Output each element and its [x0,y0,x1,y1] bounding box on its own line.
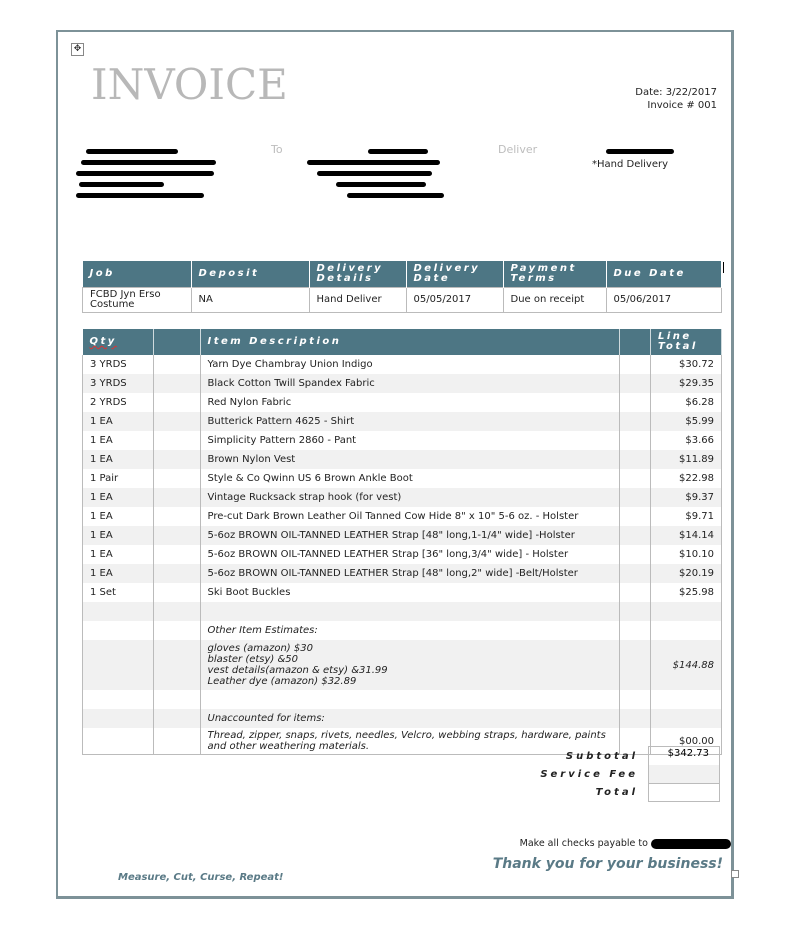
table-row [83,412,722,431]
header-qty: Qty [83,329,154,355]
service-fee-label: Service Fee [540,768,638,780]
deliver-to [606,143,686,159]
header-payment-terms: Payment Terms [503,261,606,288]
table-resize-handle-icon[interactable] [731,870,739,878]
deposit-cell[interactable]: NA [191,288,309,313]
subtotal-row [498,747,720,765]
header-deposit: Deposit [191,261,309,288]
header-blank [153,329,200,355]
table-row [83,488,722,507]
total-value[interactable] [648,783,720,802]
total-cell[interactable]: $29.35 [651,374,722,393]
payment-terms-cell[interactable]: Due on receipt [503,288,606,313]
total-cell[interactable]: $9.37 [651,488,722,507]
total-cell[interactable]: $20.19 [651,564,722,583]
job-row [83,288,722,313]
total-cell[interactable]: $25.98 [651,583,722,602]
delivery-details-cell[interactable]: Hand Deliver [309,288,406,313]
hand-delivery-note: *Hand Delivery [592,159,669,170]
desc-cell[interactable]: 5-6oz BROWN OIL-TANNED LEATHER Strap [48" long,2" wide] -Belt/Holster [200,564,620,583]
header-delivery-date: Delivery Date [406,261,503,288]
table-row [83,355,722,374]
subtotal-value[interactable]: $342.73 [648,746,720,766]
desc-cell[interactable]: Pre-cut Dark Brown Leather Oil Tanned Cow Hide 8" x 10" 5-6 oz. - Holster [200,507,620,526]
desc-cell[interactable]: 5-6oz BROWN OIL-TANNED LEATHER Strap [36" long,3/4" wide] - Holster [200,545,620,564]
table-row [83,469,722,488]
redacted-line [317,171,432,176]
checks-payable: Make all checks payable to [520,838,731,849]
total-cell[interactable]: $5.99 [651,412,722,431]
desc-cell[interactable]: Butterick Pattern 4625 - Shirt [200,412,620,431]
qty-cell[interactable]: 1 EA [83,488,154,507]
other-estimates-heading[interactable]: Other Item Estimates: [200,621,620,640]
qty-cell[interactable]: 1 EA [83,564,154,583]
invoice-title: INVOICE [91,60,288,109]
service-fee-value[interactable] [648,765,720,784]
table-row [83,526,722,545]
header-blank-2 [620,329,651,355]
table-row [83,583,722,602]
job-cell[interactable]: FCBD Jyn Erso Costume [83,288,192,313]
table-row [83,374,722,393]
other-estimates-total[interactable]: $144.88 [651,640,722,690]
redacted-line [76,193,204,198]
table-row [83,507,722,526]
table-row [83,545,722,564]
qty-cell[interactable]: 1 EA [83,545,154,564]
motto: Measure, Cut, Curse, Repeat! [118,872,284,883]
qty-cell[interactable]: 1 EA [83,450,154,469]
desc-cell[interactable]: Ski Boot Buckles [200,583,620,602]
text-cursor [723,262,724,273]
totals-block [498,747,720,801]
qty-cell[interactable]: 3 YRDS [83,374,154,393]
header-item-description: Item Description [200,329,620,355]
unaccounted-total[interactable]: $00.00 [651,728,722,755]
redacted-payee [651,839,731,849]
items-table [82,329,722,755]
invoice-number: Invoice # 001 [647,100,717,111]
qty-cell[interactable]: 1 EA [83,526,154,545]
unaccounted-heading[interactable]: Unaccounted for items: [200,709,620,728]
other-estimates-list[interactable]: gloves (amazon) $30 blaster (etsy) &50 vest details(amazon & etsy) &31.99 Leather dye (amazon) $32.89 [200,640,620,690]
total-cell[interactable]: $22.98 [651,469,722,488]
job-table [82,261,722,313]
table-row-empty [83,690,722,709]
thank-you-message: Thank you for your business! [492,856,723,872]
redacted-line [307,160,440,165]
qty-cell[interactable]: 1 EA [83,412,154,431]
recipient-address [303,143,453,203]
redacted-line [336,182,426,187]
delivery-date-cell[interactable]: 05/05/2017 [406,288,503,313]
service-fee-row [498,765,720,783]
total-cell[interactable]: $30.72 [651,355,722,374]
table-move-handle-icon[interactable]: ✥ [71,43,84,56]
total-cell[interactable]: $6.28 [651,393,722,412]
redacted-line [347,193,444,198]
invoice-date: Date: 3/22/2017 [635,87,717,98]
total-cell[interactable]: $11.89 [651,450,722,469]
header-line-total: Line Total [651,329,722,355]
desc-cell[interactable]: Brown Nylon Vest [200,450,620,469]
desc-cell[interactable]: Vintage Rucksack strap hook (for vest) [200,488,620,507]
desc-cell[interactable]: Style & Co Qwinn US 6 Brown Ankle Boot [200,469,620,488]
total-cell[interactable]: $9.71 [651,507,722,526]
desc-cell[interactable]: 5-6oz BROWN OIL-TANNED LEATHER Strap [48" long,1-1/4" wide] -Holster [200,526,620,545]
total-label: Total [595,786,638,798]
header-delivery-details: Delivery Details [309,261,406,288]
sender-address [76,143,206,203]
unaccounted-text[interactable]: Thread, zipper, snaps, rivets, needles, Velcro, webbing straps, hardware, paints and other weathering materials. [200,728,620,755]
to-label: To [271,143,283,156]
total-cell[interactable]: $10.10 [651,545,722,564]
desc-cell[interactable]: Black Cotton Twill Spandex Fabric [200,374,620,393]
qty-cell[interactable]: 1 EA [83,507,154,526]
qty-cell[interactable]: 1 EA [83,431,154,450]
redacted-line [79,182,164,187]
header-due-date: Due Date [606,261,722,288]
desc-cell[interactable]: Simplicity Pattern 2860 - Pant [200,431,620,450]
qty-cell[interactable]: 2 YRDS [83,393,154,412]
table-row [83,564,722,583]
total-row [498,783,720,801]
table-row [83,709,722,728]
table-row [83,621,722,640]
redacted-line [606,149,674,154]
invoice-page [56,30,734,899]
table-row [83,393,722,412]
table-row [83,431,722,450]
redacted-line [76,171,214,176]
qty-cell[interactable]: 1 Pair [83,469,154,488]
deliver-label: Deliver [498,143,538,156]
header-job: Job [83,261,192,288]
total-cell[interactable]: $3.66 [651,431,722,450]
redacted-line [81,160,216,165]
qty-cell[interactable]: 3 YRDS [83,355,154,374]
table-row [83,450,722,469]
invoice-meta [635,86,717,112]
total-cell[interactable]: $14.14 [651,526,722,545]
desc-cell[interactable]: Yarn Dye Chambray Union Indigo [200,355,620,374]
due-date-cell[interactable]: 05/06/2017 [606,288,722,313]
subtotal-label: Subtotal [565,750,638,762]
table-row [83,640,722,690]
redacted-line [368,149,428,154]
qty-cell[interactable]: 1 Set [83,583,154,602]
redacted-line [86,149,178,154]
desc-cell[interactable]: Red Nylon Fabric [200,393,620,412]
table-row-empty [83,602,722,621]
